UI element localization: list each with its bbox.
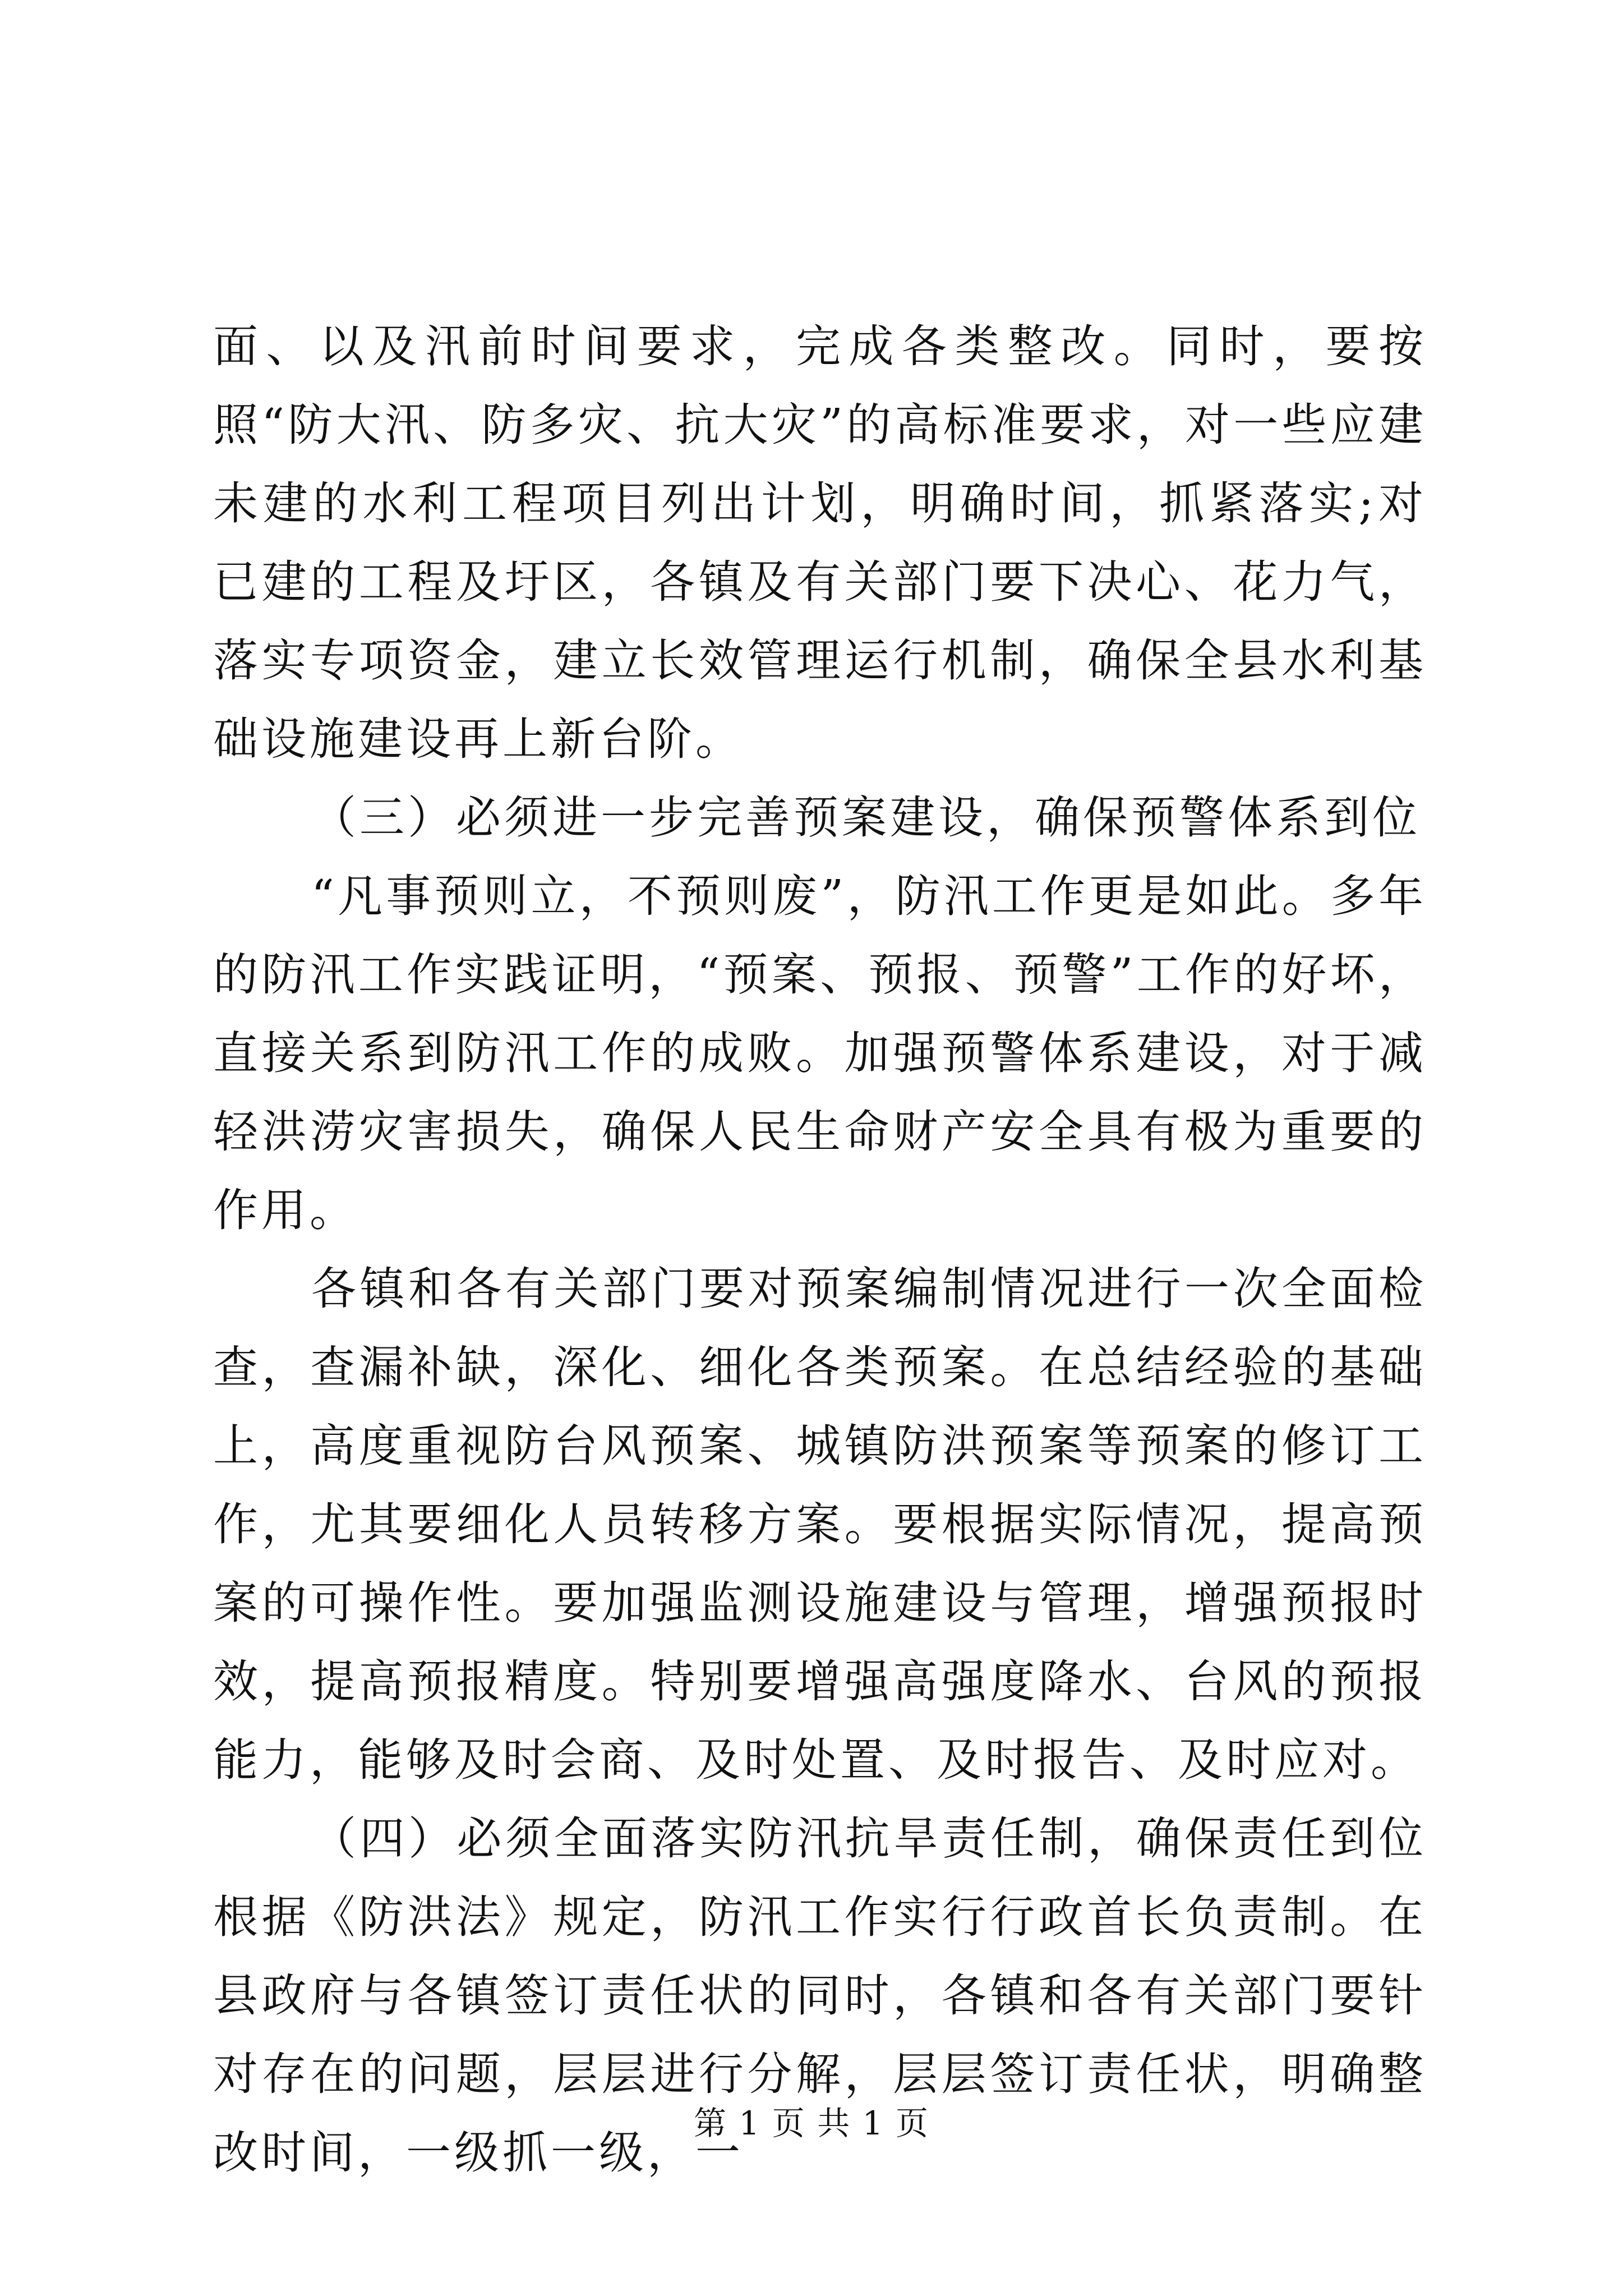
paragraph-continuation: 面、以及汛前时间要求，完成各类整改。同时，要按照“防大汛、防多灾、抗大灾”的高标准要求，对一些应建未建的水利工程项目列出计划，明确时间，抓紧落实;对已建的工程及圩区，各镇及有关部门要下决心、花力气，落实专项资金，建立长效管理运行机制，确保全县水利基础设施建设再上新台阶。 — [213, 320, 1427, 765]
section-heading-three: （三）必须进一步完善预案建设，确保预警体系到位 — [311, 792, 1421, 844]
paragraph-plan-review: 各镇和各有关部门要对预案编制情况进行一次全面检查，查漏补缺，深化、细化各类预案。在总结经验的基础上，高度重视防台风预案、城镇防洪预案等预案的修订工作，尤其要细化人员转移方案。要根据实际情况，提高预案的可操作性。要加强监测设施建设与管理，增强预报时效，提高预报精度。特别要增强高强度降水、台风的预报能力，能够及时会商、及时处置、及时报告、及时应对。 — [213, 1263, 1427, 1786]
page-footer: 第 1 页 共 1 页 — [694, 2104, 929, 2142]
paragraph-warning-system: “凡事预则立，不预则废”，防汛工作更是如此。多年的防汛工作实践证明，“预案、预报、预警”工作的好坏，直接关系到防汛工作的成败。加强预警体系建设，对于减轻洪涝灾害损失，确保人民生命财产安全具有极为重要的作用。 — [213, 870, 1427, 1236]
section-heading-four: （四）必须全面落实防汛抗旱责任制，确保责任到位根据《防洪法》规定，防汛工作实行行政首长负责制。在县政府与各镇签订责任状的同时，各镇和各有关部门要针对存在的问题，层层进行分解，层层签订责任状，明确整改时间，一级抓一级，一 — [213, 1812, 1427, 2179]
document-body — [213, 307, 1427, 2192]
